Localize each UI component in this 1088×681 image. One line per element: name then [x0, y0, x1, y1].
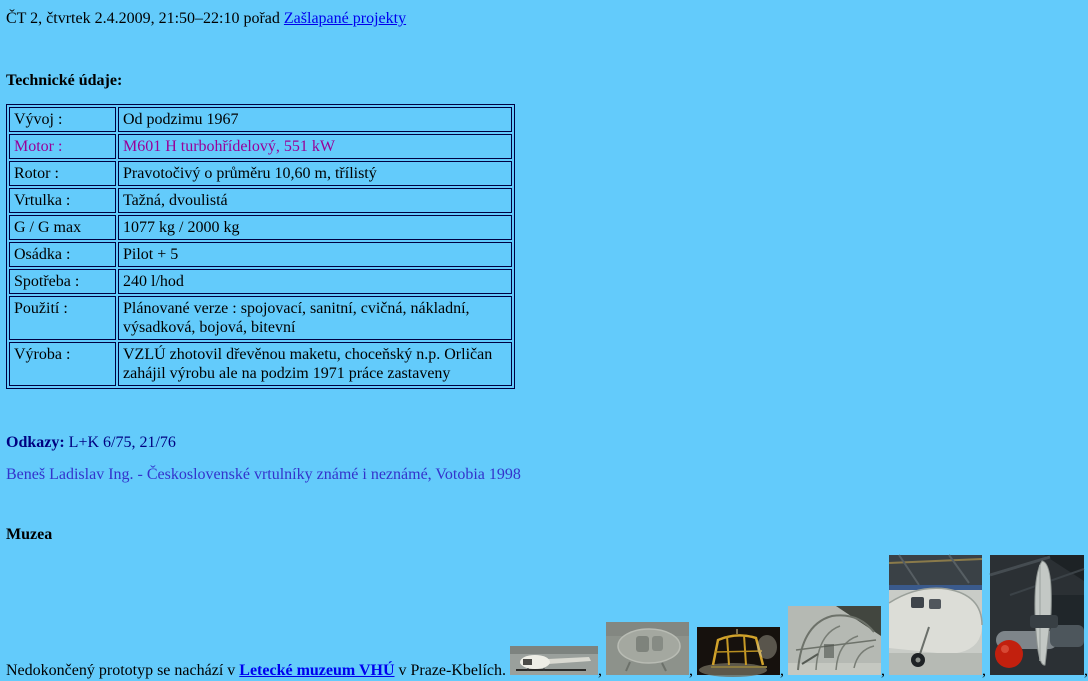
tech-data-table	[6, 104, 515, 389]
row-value: 1077 kg / 2000 kg	[123, 219, 240, 236]
row-value: Tažná, dvoulistá	[123, 192, 228, 209]
thumbnail-separator: ,	[881, 662, 886, 679]
museum-note-prefix: Nedokončený prototyp se nachází v	[6, 662, 240, 679]
museum-photo-thumbnail-5[interactable]	[889, 555, 982, 675]
row-value: Od podzimu 1967	[123, 111, 239, 128]
museum-note-suffix: v Praze-Kbelích.	[394, 662, 511, 679]
row-value: Plánované verze : spojovací, sanitní, cvičná, nákladní, výsadková, bojová, bitevní	[123, 300, 470, 336]
row-label: Rotor :	[14, 165, 59, 182]
thumbnail-separator: ,	[598, 662, 603, 679]
row-label: Použití :	[14, 300, 68, 317]
row-label: G / G max	[14, 219, 82, 236]
references-text: L+K 6/75, 21/76	[64, 434, 176, 451]
broadcast-text: ČT 2, čtvrtek 2.4.2009, 21:50–22:10 pořad	[6, 10, 284, 27]
motor-label-link[interactable]: Motor :	[14, 138, 63, 155]
references-label: Odkazy:	[6, 434, 65, 451]
zaslapane-projekty-link[interactable]: Zašlapané projekty	[283, 10, 407, 27]
museum-photo-thumbnail-1[interactable]	[510, 646, 598, 675]
references-line	[6, 434, 1024, 452]
museums-heading: Muzea	[6, 526, 53, 543]
row-label: Vrtulka :	[14, 192, 71, 209]
table-row-pouziti	[9, 296, 512, 340]
row-value: VZLÚ zhotovil dřevěnou maketu, choceňský n.p. Orličan zahájil výrobu ale na podzim 1971 práce zastaveny	[123, 346, 493, 382]
thumbnail-separator: ,	[780, 662, 785, 679]
letecke-muzeum-vhu-link[interactable]: Letecké muzeum VHÚ	[239, 662, 395, 679]
motor-value-link[interactable]: M601 H turbohřídelový, 551 kW	[123, 138, 335, 155]
row-value: Pilot + 5	[123, 246, 179, 263]
table-row-motor	[9, 134, 512, 159]
table-row-rotor	[9, 161, 512, 186]
row-label: Spotřeba :	[14, 273, 80, 290]
bibliography-line: Beneš Ladislav Ing. - Československé vrtulníky známé i neznámé, Votobia 1998	[6, 466, 521, 483]
table-row-vrtulka	[9, 188, 512, 213]
table-row-vyroba	[9, 342, 512, 386]
museum-photo-thumbnail-6[interactable]	[990, 555, 1084, 675]
row-label: Výroba :	[14, 346, 71, 363]
table-row-vyvoj	[9, 107, 512, 132]
row-value: Pravotočivý o průměru 10,60 m, třílistý	[123, 165, 377, 182]
table-row-spotreba	[9, 269, 512, 294]
museum-photo-thumbnail-2[interactable]	[606, 622, 689, 675]
thumbnail-separator: ,	[982, 662, 987, 679]
broadcast-info	[6, 10, 1024, 28]
museum-photo-thumbnail-3[interactable]	[697, 627, 780, 675]
row-value: 240 l/hod	[123, 273, 184, 290]
museum-photo-thumbnail-4[interactable]	[788, 606, 881, 675]
table-row-gmax	[9, 215, 512, 240]
museum-note-line	[6, 555, 1088, 680]
thumbnail-separator: ,	[1084, 662, 1088, 679]
row-label: Osádka :	[14, 246, 71, 263]
thumbnail-separator: ,	[689, 662, 694, 679]
tech-data-heading: Technické údaje:	[6, 72, 123, 89]
table-row-osadka	[9, 242, 512, 267]
row-label: Vývoj :	[14, 111, 63, 128]
